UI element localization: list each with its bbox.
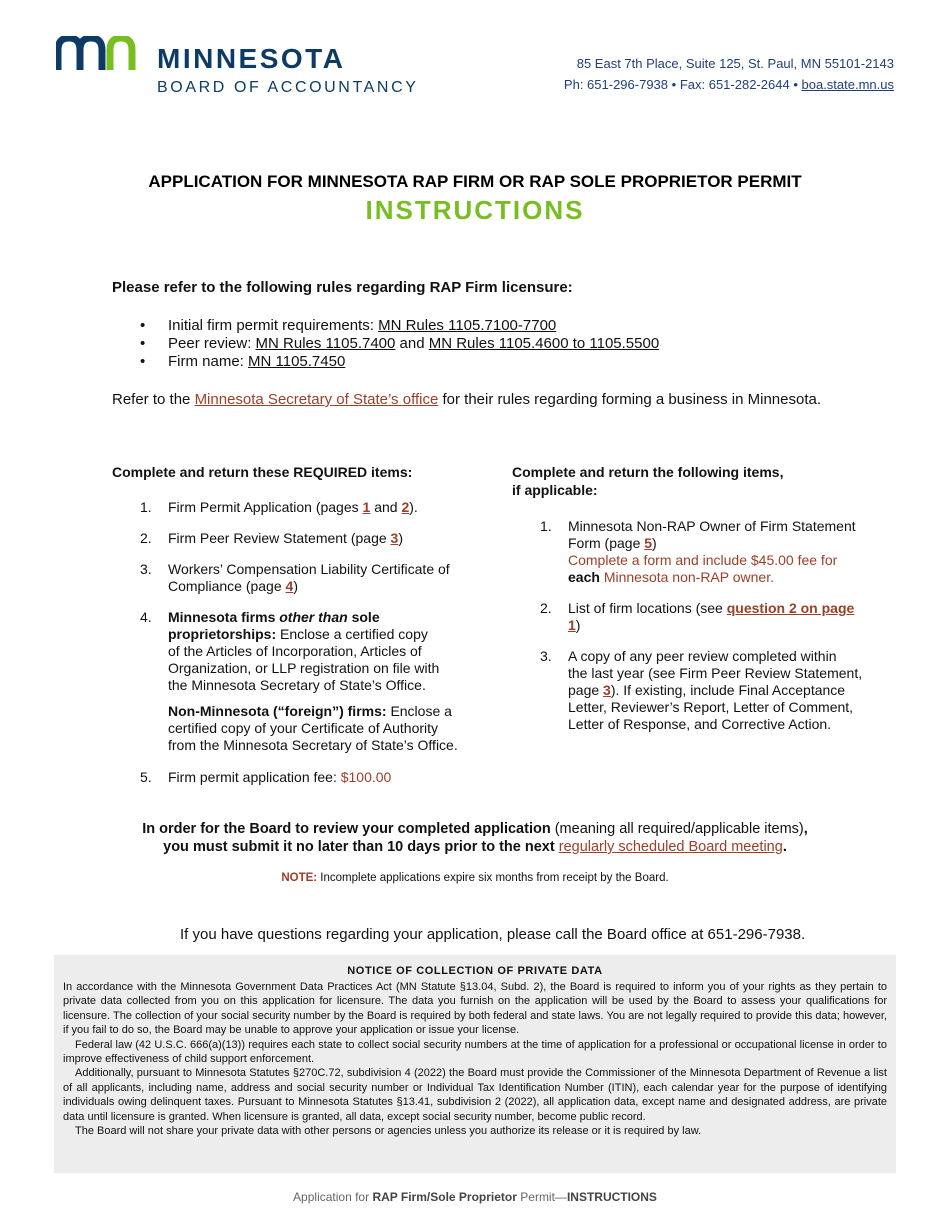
text: Enclose a certified copy	[280, 626, 428, 642]
page-link-5[interactable]: 5	[644, 535, 653, 551]
phone: Ph: 651-296-7938	[563, 77, 669, 92]
text: the Minnesota Secretary of State’s Office.	[168, 677, 426, 693]
rule-item-firm-name	[168, 353, 345, 371]
optional-item-2	[568, 600, 854, 634]
text: you must submit it no later than 10 days prior to the next	[163, 839, 555, 855]
board-meeting-link[interactable]: regularly scheduled Board meeting	[558, 839, 783, 855]
refer-pre: Refer to the	[112, 391, 191, 408]
separator: •	[793, 77, 798, 92]
text: Minnesota firms	[168, 609, 276, 625]
text: Minnesota non-RAP owner.	[603, 569, 774, 585]
rule-label: Firm name:	[168, 353, 244, 370]
text: each	[568, 569, 600, 585]
fee-amount: $100.00	[340, 769, 392, 785]
text: the last year (see Firm Peer Review Statement,	[568, 665, 863, 681]
notice-paragraph: In accordance with the Minnesota Government Data Practices Act (MN Statute §13.04, Subd. 2), the Board is required to inform you of your rights as they pertain to private data collected from you on this application for licensure. The data you furnish on the application will be used by the Board to assess your qualifications for licensure. The collection of your social security number by the Board is required by both federal and state laws. You are not legally required to provide this data; however, if you fail to do so, the Board may be unable to approve your application or issue your license.	[63, 981, 887, 1037]
notice-paragraph: The Board will not share your private data with other persons or agencies unless you authorize its release or it is required by law.	[75, 1125, 702, 1138]
logo-name: MINNESOTA	[157, 43, 346, 74]
questions-line: If you have questions regarding your application, please call the Board office at 651-296-7938.	[180, 926, 806, 943]
rules-intro: Please refer to the following rules regarding RAP Firm licensure:	[112, 279, 573, 296]
text: Workers’ Compensation Liability Certificate of	[168, 561, 450, 577]
optional-heading	[512, 463, 783, 499]
required-item-2	[168, 530, 403, 547]
item-number: 1.	[540, 518, 552, 534]
question-2-link[interactable]: question 2 on page	[726, 600, 855, 616]
text: INSTRUCTIONS	[566, 1190, 657, 1204]
text: Firm Peer Review Statement (page	[168, 530, 387, 546]
text: (meaning all required/applicable items)	[554, 821, 804, 837]
note-label: NOTE:	[281, 872, 318, 884]
rule-label: Peer review:	[168, 335, 252, 352]
text: In order for the Board to review your completed application	[142, 821, 551, 837]
notice-body	[63, 980, 887, 1138]
text: Complete a form and include $45.00 fee for	[568, 552, 838, 568]
text: Minnesota Non-RAP Owner of Firm Statement	[568, 518, 856, 534]
refer-post: for their rules regarding forming a business in Minnesota.	[442, 391, 822, 408]
text: proprietorships:	[168, 626, 277, 642]
logo-subtitle: BOARD OF ACCOUNTANCY	[157, 79, 419, 96]
text: Permit—	[520, 1190, 567, 1204]
text: Form (page	[568, 535, 641, 551]
rule-link-initial[interactable]: MN Rules 1105.7100-7700	[378, 317, 557, 334]
text: Complete and return the following items,	[512, 464, 784, 480]
text: Firm permit application fee:	[168, 769, 337, 785]
notice-paragraph: Federal law (42 U.S.C. 666(a)(13)) requires each state to collect social security numbers at the time of application for a professional or occupational license in order to improve effectiveness of child support enforcement.	[63, 1038, 887, 1066]
separator: •	[671, 77, 677, 92]
text: ).	[409, 499, 418, 515]
page-link-3[interactable]: 3	[603, 682, 611, 698]
refer-paragraph	[112, 391, 821, 409]
item-number: 1.	[140, 499, 152, 515]
page-link-1[interactable]: 1	[362, 499, 371, 515]
document-subtitle: INSTRUCTIONS	[365, 195, 585, 225]
text: Non-Minnesota (“foreign”) firms:	[168, 703, 387, 719]
required-item-5	[168, 769, 391, 786]
fax: Fax: 651-282-2644	[679, 77, 790, 92]
item-number: 3.	[540, 648, 552, 664]
item-number: 4.	[140, 609, 152, 625]
page-link-3[interactable]: 3	[390, 530, 399, 546]
text: Letter of Response, and Corrective Action.	[568, 716, 832, 732]
optional-item-3	[568, 648, 862, 733]
text: if applicable:	[512, 482, 598, 498]
text: other than	[279, 609, 348, 625]
text: Application for	[293, 1190, 370, 1204]
note-line	[0, 872, 950, 884]
text: certified copy of your Certificate of Authority	[168, 720, 439, 736]
notice-title: NOTICE OF COLLECTION OF PRIVATE DATA	[347, 965, 603, 977]
page-footer	[0, 1190, 950, 1204]
rule-and: and	[399, 335, 425, 352]
text: Letter, Reviewer’s Report, Letter of Comment,	[568, 699, 854, 715]
text: )	[652, 535, 657, 551]
text: A copy of any peer review completed within	[568, 648, 837, 664]
text: Firm Permit Application (pages	[168, 499, 359, 515]
text: page	[568, 682, 600, 698]
bullet: •	[140, 317, 146, 334]
required-item-4	[168, 609, 468, 754]
text: ). If existing, include Final Acceptance	[610, 682, 846, 698]
page-link-2[interactable]: 2	[401, 499, 410, 515]
text: Compliance (page	[168, 578, 282, 594]
optional-item-1	[568, 518, 856, 586]
page-link-1[interactable]: 1	[568, 617, 576, 633]
item-number: 2.	[140, 530, 152, 546]
text: and	[374, 499, 398, 515]
text: ,	[803, 821, 808, 837]
privacy-notice-box	[54, 955, 896, 1173]
notice-paragraph: Additionally, pursuant to Minnesota Statutes §270C.72, subdivision 4 (2022) the Board must provide the Commissioner of the Minnesota Department of Revenue a list of all applicants, including name, address and social security number or Individual Tax Identification Number (ITIN), each calendar year for the purpose of identifying individuals owing delinquent taxes. Pursuant to Minnesota Statutes §13.41, subdivision 2 (2022), all application data, except name and designated address, are private data until licensure is granted. When licensure is granted, all data, except social security number, become public record.	[63, 1067, 887, 1123]
rule-link-peer-review-1[interactable]: MN Rules 1105.7400	[255, 335, 396, 352]
rule-label: Initial firm permit requirements:	[168, 317, 374, 334]
rule-link-firm-name[interactable]: MN 1105.7450	[248, 353, 346, 370]
text: List of firm locations (see	[568, 600, 723, 616]
text: .	[782, 839, 787, 855]
text: of the Articles of Incorporation, Articles of	[168, 643, 422, 659]
page-link-4[interactable]: 4	[285, 578, 294, 594]
text: )	[575, 617, 581, 633]
item-number: 2.	[540, 600, 552, 616]
minnesota-logo-icon	[56, 36, 138, 72]
secretary-of-state-link[interactable]: Minnesota Secretary of State’s office	[194, 391, 439, 408]
required-heading: Complete and return these REQUIRED items:	[112, 464, 413, 480]
contact-info	[564, 53, 894, 95]
bullet: •	[140, 353, 146, 370]
text: Organization, or LLP registration on file with	[168, 660, 440, 676]
bullet: •	[140, 335, 146, 352]
text: RAP Firm/Sole Proprietor	[372, 1190, 517, 1204]
text: from the Minnesota Secretary of State’s Office.	[168, 737, 458, 753]
text: Enclose a	[390, 703, 452, 719]
text: )	[293, 578, 298, 594]
document-title: APPLICATION FOR MINNESOTA RAP FIRM OR RAP SOLE PROPRIETOR PERMIT	[148, 172, 802, 191]
text: )	[398, 530, 403, 546]
item-number: 5.	[140, 769, 152, 785]
required-item-1	[168, 499, 418, 516]
address: 85 East 7th Place, Suite 125, St. Paul, MN 55101-2143	[576, 56, 894, 71]
required-item-3	[168, 561, 450, 595]
website-link[interactable]: boa.state.mn.us	[801, 77, 894, 92]
item-number: 3.	[140, 561, 152, 577]
deadline-notice	[0, 820, 950, 856]
note-text: Incomplete applications expire six months from receipt by the Board.	[320, 872, 669, 884]
rule-item-peer-review	[168, 335, 659, 353]
rule-item-initial	[168, 317, 556, 335]
rule-link-peer-review-2[interactable]: MN Rules 1105.4600 to 1105.5500	[428, 335, 660, 352]
text: sole	[351, 609, 380, 625]
